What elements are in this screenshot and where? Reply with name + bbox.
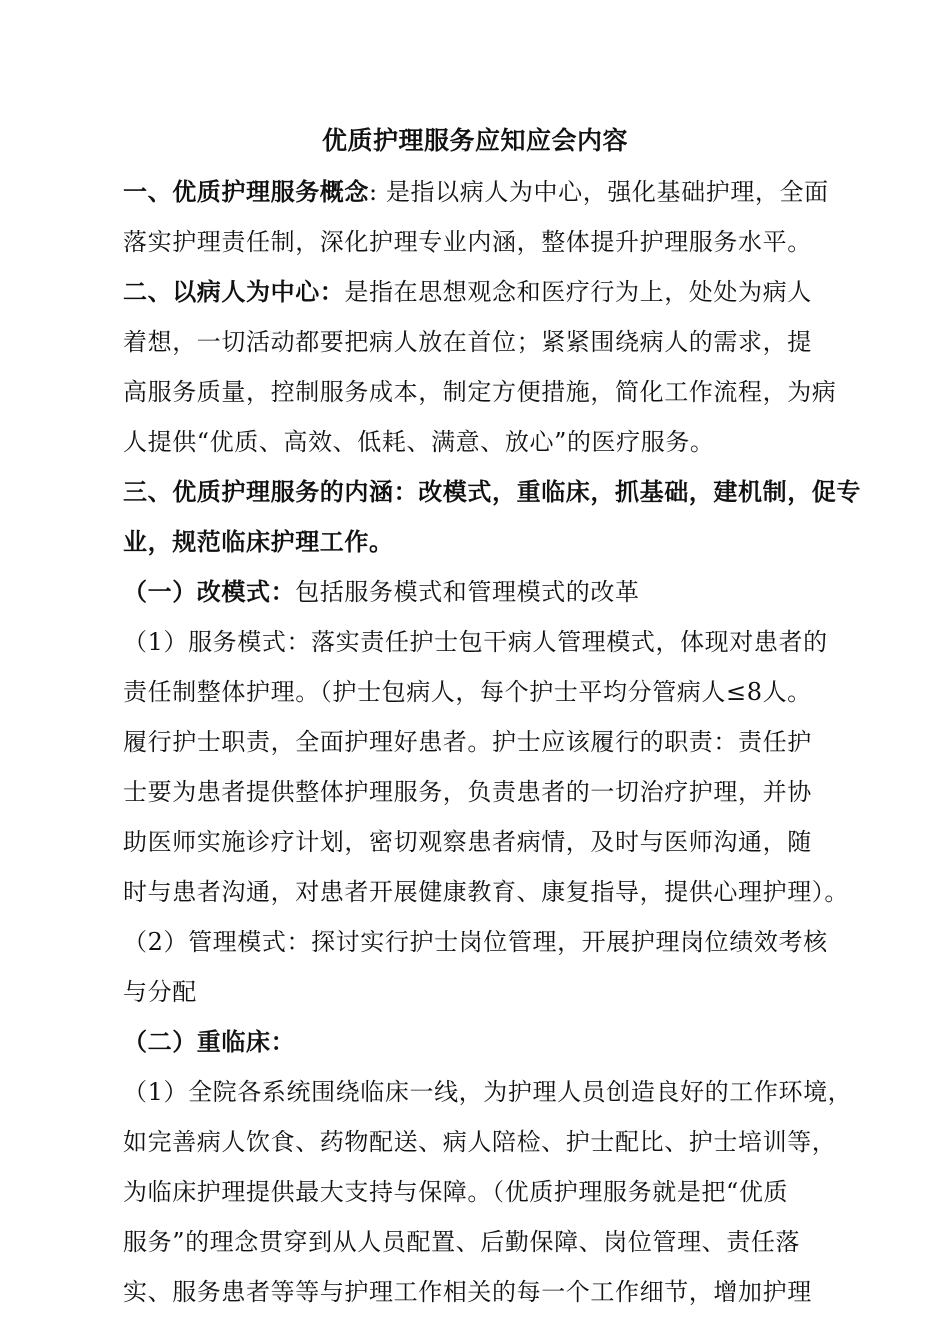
- body-text: 责任制整体护理。（护士包病人，每个护士平均分管病人≤8人。: [123, 678, 812, 706]
- paragraph-line: [123, 724, 843, 760]
- paragraph-line: [123, 574, 843, 610]
- paragraph-line: [123, 624, 843, 660]
- paragraph-line: [123, 974, 843, 1010]
- body-text: 是指在思想观念和医疗行为上，处处为病人: [344, 278, 812, 306]
- paragraph-line: [123, 1274, 843, 1310]
- bold-heading: （一）改模式：: [123, 577, 296, 606]
- paragraph-line: [123, 424, 843, 460]
- paragraph-line: [123, 524, 843, 560]
- body-text: 与分配: [123, 978, 197, 1006]
- paragraph-line: [123, 174, 843, 210]
- body-text: 包括服务模式和管理模式的改革: [295, 578, 640, 606]
- paragraph-line: [123, 1024, 843, 1060]
- body-text: 为临床护理提供最大支持与保障。（优质护理服务就是把“优质: [123, 1178, 789, 1206]
- bold-heading: 三、优质护理服务的内涵：改模式，重临床，抓基础，建机制，促专: [123, 477, 861, 506]
- paragraph-line: [123, 324, 843, 360]
- paragraph-line: [123, 874, 849, 910]
- paragraph-line: [123, 824, 843, 860]
- paragraph-line: [123, 1174, 843, 1210]
- body-text: 实、服务患者等等与护理工作相关的每一个工作细节，增加护理: [123, 1278, 812, 1306]
- document-title: 优质护理服务应知应会内容: [321, 126, 628, 155]
- paragraph-line: [123, 474, 861, 510]
- body-text: 服务”的理念贯穿到从人员配置、后勤保障、岗位管理、责任落: [123, 1228, 801, 1256]
- body-text: : 是指以病人为中心，强化基础护理，全面: [369, 178, 829, 206]
- paragraph-line: [123, 274, 843, 310]
- body-text: 落实护理责任制，深化护理专业内涵，整体提升护理服务水平。: [123, 228, 812, 256]
- body-text: 如完善病人饮食、药物配送、病人陪检、护士配比、护士培训等，: [123, 1128, 837, 1156]
- paragraph-line: [123, 674, 843, 710]
- body-text: 助医师实施诊疗计划，密切观察患者病情，及时与医师沟通，随: [123, 828, 812, 856]
- bold-heading: 业，规范临床护理工作。: [123, 527, 394, 556]
- body-text: 高服务质量，控制服务成本，制定方便措施，简化工作流程，为病: [123, 378, 837, 406]
- bold-heading: 二、以病人为中心：: [123, 277, 345, 306]
- paragraph-line: [123, 1074, 853, 1110]
- body-text: （2）管理模式：探讨实行护士岗位管理，开展护理岗位绩效考核: [123, 928, 828, 956]
- paragraph-line: [123, 224, 843, 260]
- paragraph-line: [123, 774, 843, 810]
- body-text: 履行护士职责，全面护理好患者。护士应该履行的职责：责任护: [123, 728, 812, 756]
- paragraph-line: [123, 1224, 843, 1260]
- body-text: （1）服务模式：落实责任护士包干病人管理模式，体现对患者的: [123, 628, 828, 656]
- paragraph-line: [123, 924, 843, 960]
- body-text: 人提供“优质、高效、低耗、满意、放心”的医疗服务。: [123, 428, 715, 456]
- body-text: （1）全院各系统围绕临床一线，为护理人员创造良好的工作环境，: [123, 1078, 853, 1106]
- bold-heading: 一、优质护理服务概念: [123, 177, 369, 206]
- paragraph-line: [123, 1124, 843, 1160]
- body-text: 着想，一切活动都要把病人放在首位；紧紧围绕病人的需求，提: [123, 328, 812, 356]
- body-text: 士要为患者提供整体护理服务，负责患者的一切治疗护理，并协: [123, 778, 812, 806]
- paragraph-line: [123, 374, 843, 410]
- body-text: 时与患者沟通，对患者开展健康教育、康复指导，提供心理护理）。: [123, 878, 849, 906]
- bold-heading: （二）重临床：: [123, 1027, 296, 1056]
